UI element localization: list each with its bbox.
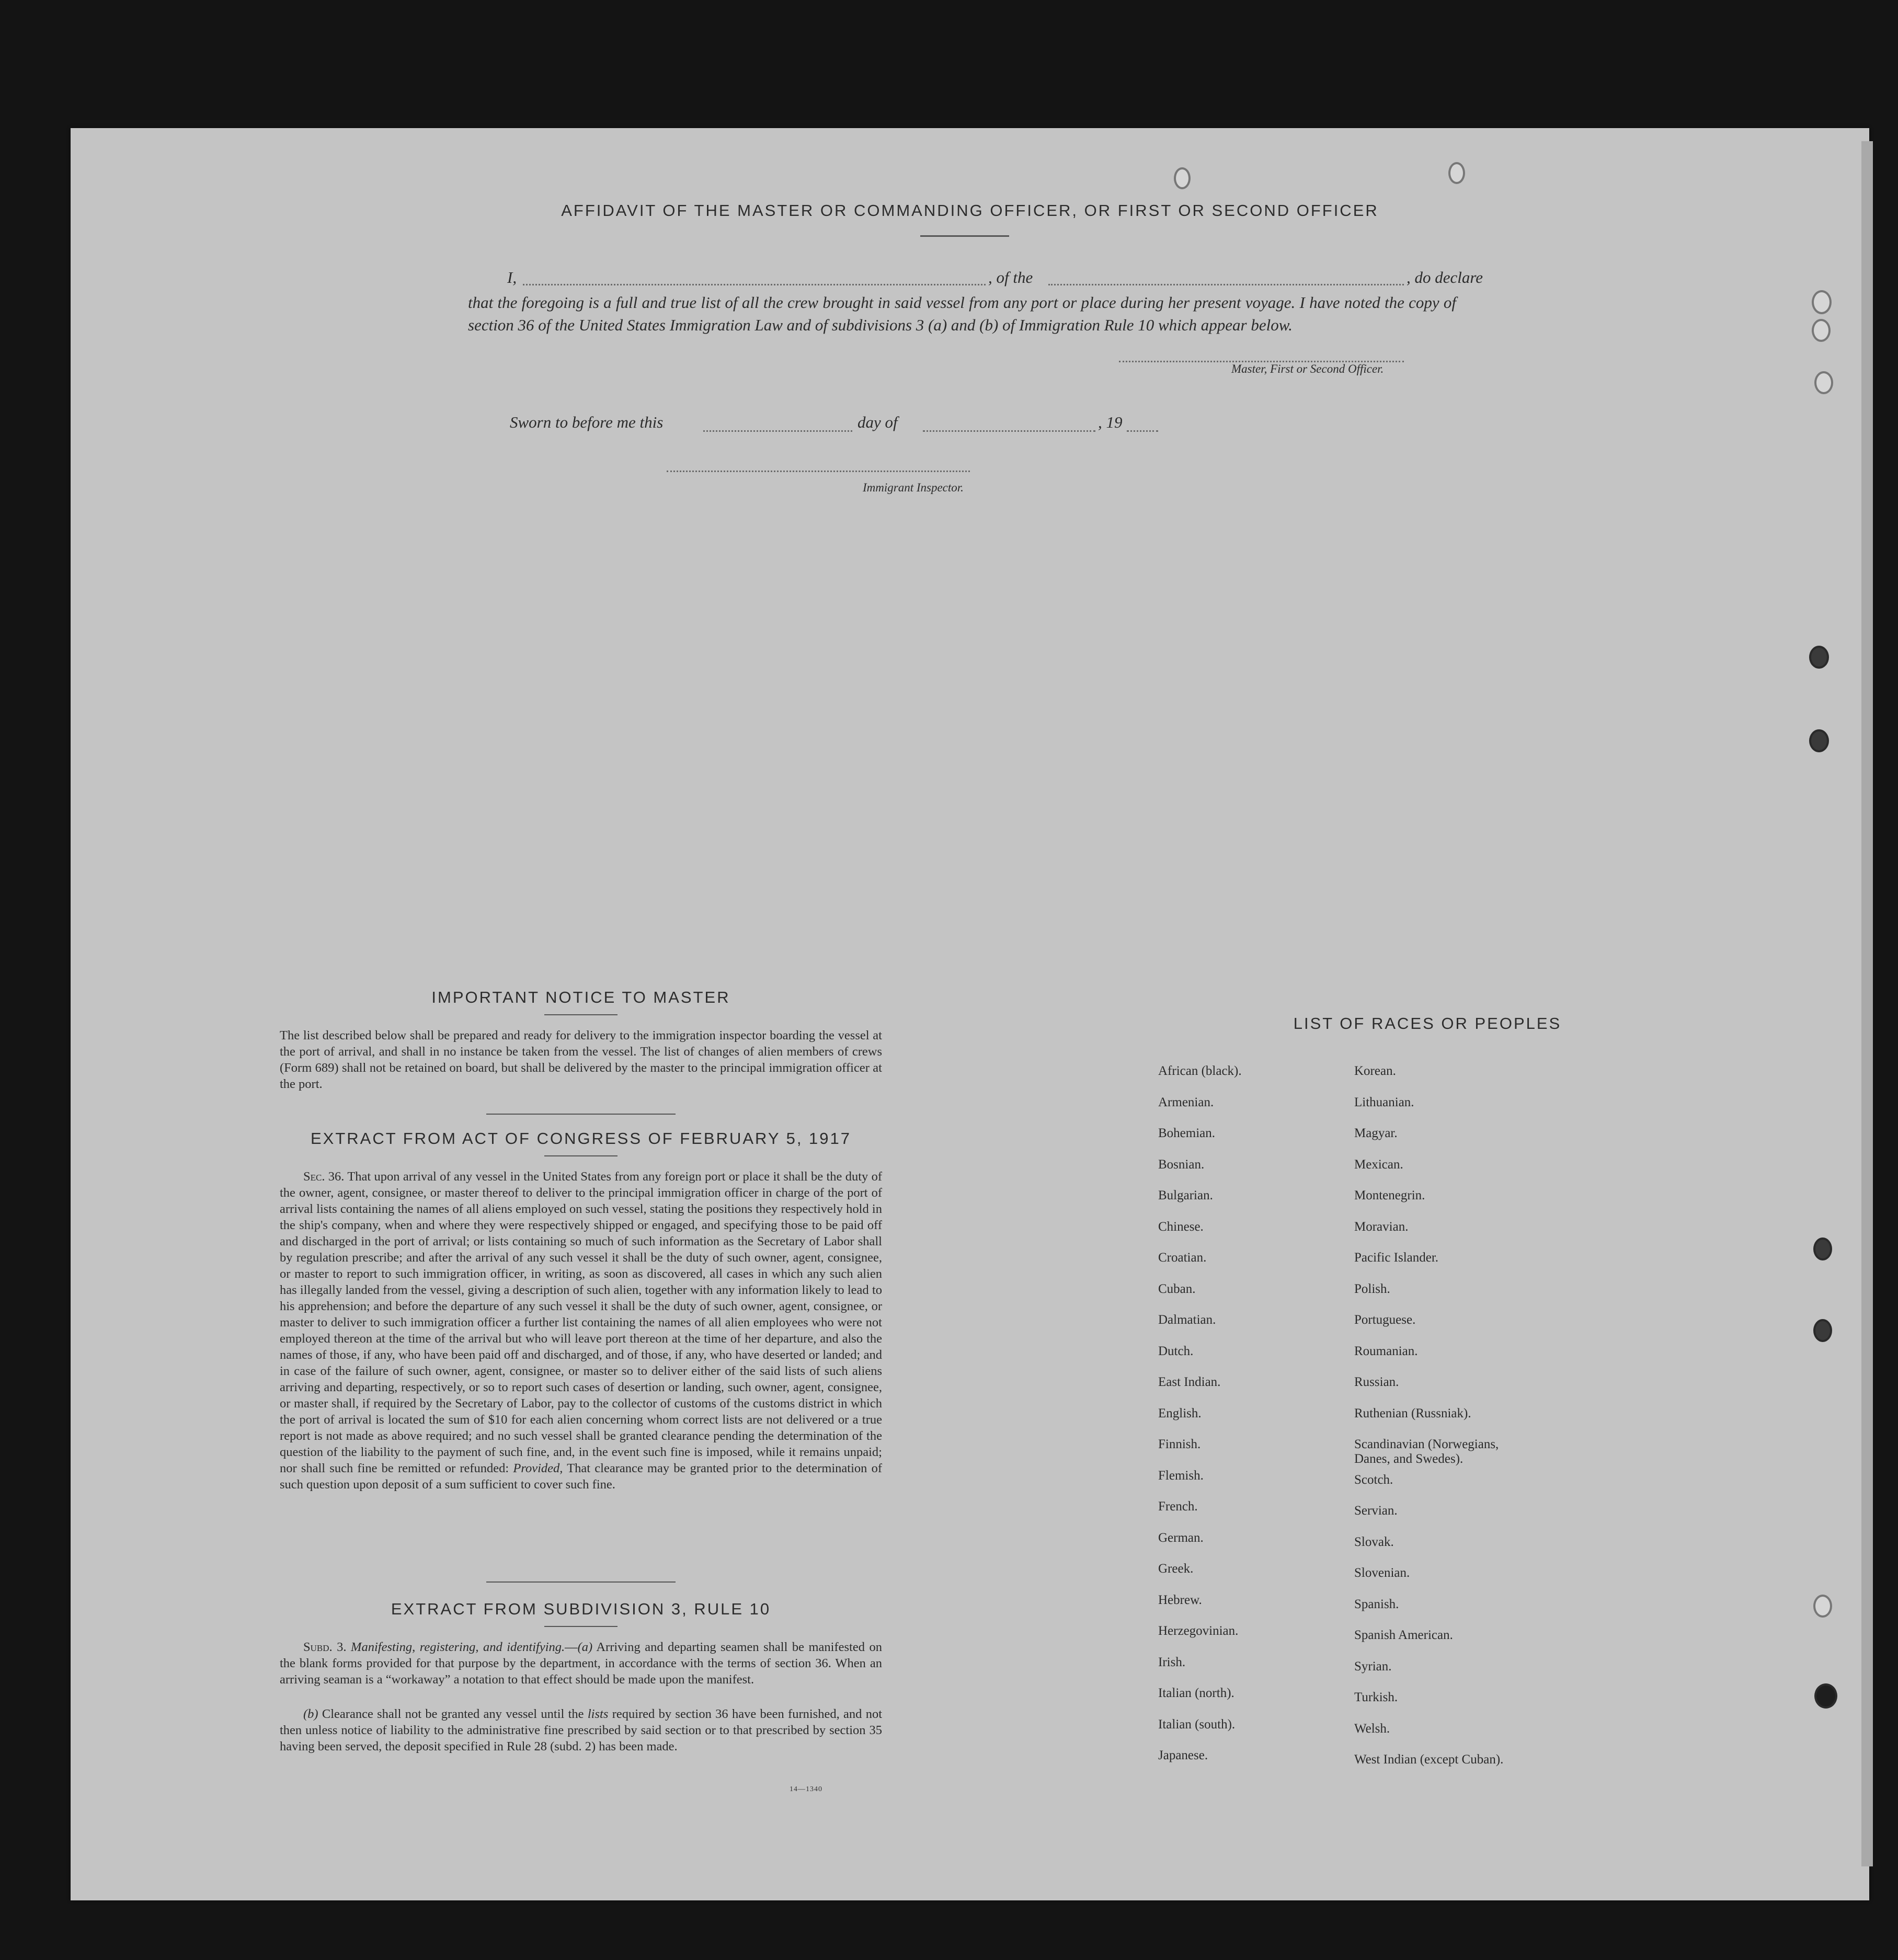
extract-rule-para-b bbox=[280, 1706, 882, 1755]
affidavit-i: I, bbox=[507, 268, 517, 286]
para-b-text-2: required by section 36 have been furnished, and not then unless notice of liability to the administrative fine prescribed by said section or to that prescribed by section 35 having been served, the deposit specified in Rule 28 (subd. 2) has been made. bbox=[280, 1707, 883, 1753]
para-b-marker: (b) bbox=[303, 1707, 318, 1721]
notice-title: IMPORTANT NOTICE TO MASTER bbox=[431, 988, 730, 1006]
race-item: Roumanian. bbox=[1354, 1344, 1418, 1358]
race-item: Bulgarian. bbox=[1158, 1188, 1213, 1202]
subd-heading: Manifesting, registering, and identifying. bbox=[351, 1640, 565, 1654]
affidavit-title: AFFIDAVIT OF THE MASTER OR COMMANDING OFFICER, OR FIRST OR SECOND OFFICER bbox=[561, 201, 1379, 220]
top-hole-2 bbox=[1448, 162, 1465, 184]
race-item: Italian (north). bbox=[1158, 1686, 1234, 1700]
act-divider-top bbox=[486, 1114, 676, 1115]
race-item: Dutch. bbox=[1158, 1344, 1194, 1358]
binder-hole-5 bbox=[1809, 729, 1829, 752]
extract-act-title: EXTRACT FROM ACT OF CONGRESS OF FEBRUARY 5, 1917 bbox=[310, 1129, 852, 1148]
para-b-lists: lists bbox=[587, 1707, 609, 1721]
sec-36-text: That upon arrival of any vessel in the United States from any foreign port or place it shall be the duty of the owner, agent, consignee, or master thereof to deliver to the principal immigration officer in charge of the port of arrival lists containing the names of all aliens employed on such vessel, stating the positions they respectively hold in the ship's company, when and where they were respectively shipped or engaged, and specifying those to be paid off and discharged in the port of arrival; or lists containing so much of such information as the Secretary of Labor shall by regulation prescribe; and after the arrival of any such vessel it shall be the duty of such owner, agent, consignee, or master to report to such immigration officer, in writing, as soon as discovered, all cases in which any such alien has illegally landed from the vessel, giving a description of such alien, together with any information likely to lead to his apprehension; and before the departure of any such vessel it shall be the duty of such owner, agent, consignee, or master to deliver to such immigration officer a further list containing the names of all alien employees who were not employed thereon at the time of the arrival but who will leave port thereon at the time of her departure, and also the names of those, if any, who have been paid off and discharged, and of those, if any, who have deserted or landed; and in case of the failure of such owner, agent, consignee, or master so to deliver either of the said lists of such aliens arriving and departing, respectively, or so to report such cases of desertion or landing, such owner, agent, consignee, or master shall, if required by the Secretary of Labor, pay to the collector of customs of the customs district in which the port of arrival is located the sum of $10 for each alien concerning whom correct lists are not delivered or a true report is not made as above required; and no such vessel shall be granted clearance pending the determination of the question of the liability to the payment of such fine, and, in the event such fine is imposed, while it remains unpaid; nor shall such fine be remitted or refunded: bbox=[280, 1170, 883, 1475]
binder-hole-3 bbox=[1814, 371, 1833, 394]
race-item: Magyar. bbox=[1354, 1126, 1398, 1140]
title-divider bbox=[920, 235, 1009, 237]
affidavit-body: that the foregoing is a full and true list of all the crew brought in said vessel from any port or place during her present voyage. I have noted the copy of section 36 of the United States Immigration Law and of subdivisions 3 (a) and (b) of Immigration Rule 10 which appear below. bbox=[468, 293, 1456, 334]
race-item: Croatian. bbox=[1158, 1251, 1207, 1265]
para-a-text: Arriving and departing seamen shall be manifested on the blank forms provided for that purpose by the department, in accordance with the terms of section 36. When an arriving seaman is a “workaway” a notation to that effect should be made upon the manifest. bbox=[280, 1640, 882, 1687]
para-b-text-1: Clearance shall not be granted any vessel until the bbox=[322, 1707, 584, 1721]
extract-act-body bbox=[280, 1168, 882, 1493]
race-item: Flemish. bbox=[1158, 1469, 1204, 1483]
race-item: Finnish. bbox=[1158, 1437, 1201, 1451]
binder-hole-2 bbox=[1812, 319, 1831, 342]
race-item: Bohemian. bbox=[1158, 1126, 1216, 1140]
sworn-month-blank[interactable] bbox=[923, 430, 1095, 432]
binder-hole-7 bbox=[1813, 1319, 1832, 1342]
rule-divider-top bbox=[486, 1581, 676, 1583]
race-item: Bosnian. bbox=[1158, 1157, 1205, 1172]
race-item: Ruthenian (Russniak). bbox=[1354, 1406, 1471, 1420]
name-blank[interactable] bbox=[523, 284, 986, 285]
sworn-year-blank[interactable] bbox=[1127, 430, 1158, 432]
top-hole-1 bbox=[1174, 167, 1191, 189]
race-item: Pacific Islander. bbox=[1354, 1251, 1439, 1265]
inspector-signature-blank[interactable] bbox=[667, 471, 970, 472]
extract-rule-title: EXTRACT FROM SUBDIVISION 3, RULE 10 bbox=[391, 1600, 771, 1618]
race-item: Japanese. bbox=[1158, 1748, 1208, 1762]
act-divider-bottom bbox=[544, 1155, 618, 1156]
race-item: English. bbox=[1158, 1406, 1202, 1420]
race-item: Polish. bbox=[1354, 1282, 1390, 1296]
race-item: Scotch. bbox=[1354, 1473, 1393, 1487]
race-item: Danes, and Swedes). bbox=[1354, 1452, 1463, 1466]
proviso-word: Provided, bbox=[513, 1461, 563, 1475]
sec-label: Sec. 36. bbox=[303, 1170, 345, 1184]
race-item: Turkish. bbox=[1354, 1690, 1398, 1704]
race-item: Mexican. bbox=[1354, 1157, 1403, 1172]
race-item: Scandinavian (Norwegians, bbox=[1354, 1437, 1499, 1451]
race-item: Cuban. bbox=[1158, 1282, 1196, 1296]
race-item: East Indian. bbox=[1158, 1375, 1221, 1389]
race-item: Lithuanian. bbox=[1354, 1095, 1414, 1109]
race-item: French. bbox=[1158, 1499, 1198, 1514]
race-item: Russian. bbox=[1354, 1375, 1399, 1389]
sworn-day-of: day of bbox=[857, 413, 898, 431]
race-item: Slovenian. bbox=[1354, 1566, 1410, 1580]
race-item: Spanish American. bbox=[1354, 1628, 1453, 1642]
rule-divider-bottom bbox=[544, 1626, 618, 1627]
race-item: Greek. bbox=[1158, 1562, 1194, 1576]
race-item: Armenian. bbox=[1158, 1095, 1214, 1109]
form-number: 14—1340 bbox=[790, 1785, 822, 1793]
race-item: Irish. bbox=[1158, 1655, 1186, 1669]
binder-hole-9 bbox=[1814, 1683, 1837, 1709]
race-item: West Indian (except Cuban). bbox=[1354, 1752, 1504, 1767]
sworn-year: , 19 bbox=[1098, 413, 1123, 431]
vessel-blank[interactable] bbox=[1048, 284, 1404, 285]
affidavit-of-the: , of the bbox=[988, 268, 1033, 286]
sworn-prefix: Sworn to before me this bbox=[510, 413, 664, 431]
race-item: Chinese. bbox=[1158, 1220, 1204, 1234]
binder-hole-6 bbox=[1813, 1237, 1832, 1260]
para-a-marker: (a) bbox=[577, 1640, 593, 1654]
races-title: LIST OF RACES OR PEOPLES bbox=[1293, 1014, 1562, 1033]
race-item: Hebrew. bbox=[1158, 1593, 1202, 1607]
race-item: German. bbox=[1158, 1531, 1204, 1545]
subd-label: Subd. 3. bbox=[303, 1640, 347, 1654]
race-item: Korean. bbox=[1354, 1064, 1396, 1078]
race-item: Slovak. bbox=[1354, 1535, 1394, 1549]
page-edge-strip bbox=[1861, 141, 1873, 1866]
race-item: Servian. bbox=[1354, 1504, 1398, 1518]
inspector-label: Immigrant Inspector. bbox=[863, 481, 964, 494]
extract-rule-para-a: Subd. 3. Manifesting, registering, and identifying.—(a) Arriving and departing seamen shall be manifested on the blank forms provided for that purpose by the department, in accordance with the terms of section 36. When an arriving seaman is a “workaway” a notation to that effect should be made upon the manifest. bbox=[280, 1640, 882, 1687]
race-item: Montenegrin. bbox=[1354, 1188, 1425, 1202]
race-item: Dalmatian. bbox=[1158, 1313, 1216, 1327]
race-item: Moravian. bbox=[1354, 1220, 1409, 1234]
binder-hole-8 bbox=[1813, 1595, 1832, 1618]
race-item: Syrian. bbox=[1354, 1659, 1392, 1674]
signature-label: Master, First or Second Officer. bbox=[1231, 362, 1384, 375]
race-item: Herzegovinian. bbox=[1158, 1624, 1239, 1638]
sec-36-proviso-text: That clearance may be granted prior to the determination of such question upon deposit of a sum sufficient to cover such fine. bbox=[280, 1461, 883, 1492]
form-page bbox=[71, 128, 1869, 1900]
affidavit-declare: , do declare bbox=[1407, 268, 1483, 286]
notice-body: The list described below shall be prepared and ready for delivery to the immigration inspector boarding the vessel at the port of arrival, and shall in no instance be taken from the vessel. The list of changes of alien members of crews (Form 689) shall not be retained on board, but shall be delivered by the master to the principal immigration officer at the port. bbox=[280, 1028, 882, 1091]
race-item: African (black). bbox=[1158, 1064, 1242, 1078]
race-item: Italian (south). bbox=[1158, 1717, 1236, 1732]
race-item: Welsh. bbox=[1354, 1722, 1390, 1736]
race-item: Spanish. bbox=[1354, 1597, 1399, 1611]
race-item: Portuguese. bbox=[1354, 1313, 1416, 1327]
notice-divider bbox=[544, 1014, 618, 1015]
binder-hole-1 bbox=[1812, 290, 1832, 314]
binder-hole-4 bbox=[1809, 646, 1829, 669]
sworn-day-blank[interactable] bbox=[703, 430, 852, 432]
